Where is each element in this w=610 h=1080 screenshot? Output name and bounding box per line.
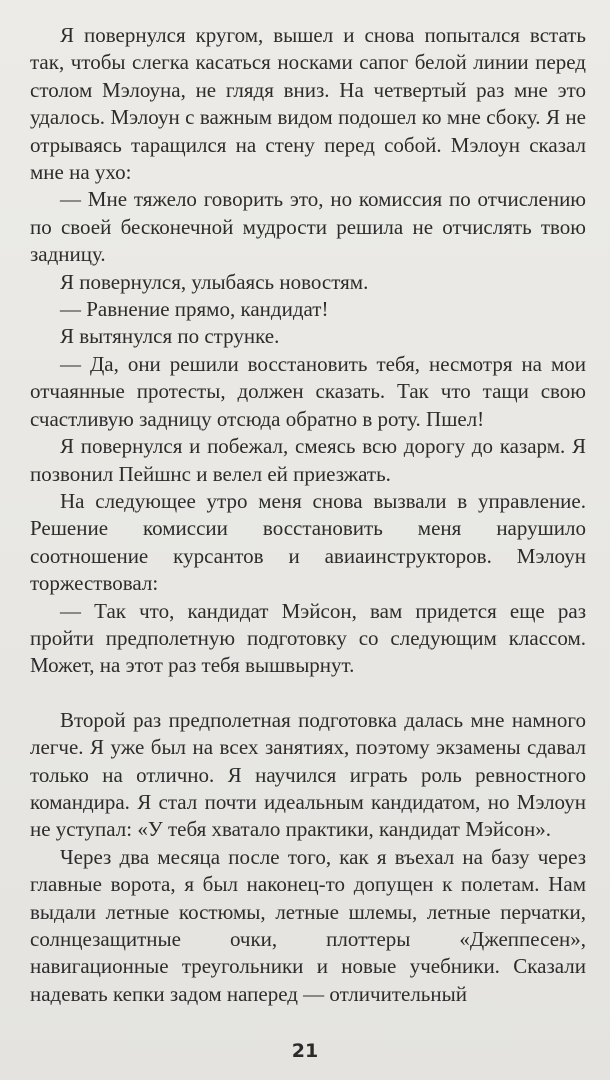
paragraph: На следующее утро меня снова вызвали в управление. Решение комиссии восстановить меня нарушило соотношение курсантов и авиаинструкторов. Мэлоун торжествовал: <box>30 488 586 596</box>
paragraph: Я повернулся, улыбаясь новостям. <box>60 269 369 294</box>
paragraph: — Да, они решили восстановить тебя, несмотря на мои отчаянные протесты, должен сказать. Так что тащи свою счастливую задницу отсюда обратно в роту. Пшел! <box>30 351 586 431</box>
body-text <box>30 22 586 1008</box>
paragraph: Я вытянулся по струнке. <box>60 324 280 349</box>
page-number: 21 <box>291 1040 319 1062</box>
paragraph: — Равнение прямо, кандидат! <box>60 297 329 322</box>
paragraph: Я повернулся кругом, вышел и снова попытался встать так, чтобы слегка касаться носками сапог белой линии перед столом Мэлоуна, не глядя вниз. На четвертый раз мне это удалось. Мэлоун с важным видом подошел ко мне сбоку. Я не отрываясь таращился на стену перед собой. Мэлоун сказал мне на ухо: <box>30 23 586 185</box>
paragraph: Через два месяца после того, как я въехал на базу через главные ворота, я был наконец-то допущен к полетам. Нам выдали летные костюмы, летные шлемы, летные перчатки, солнцезащитные очки, плоттеры «Джеппесен», навигационные треугольники и новые учебники. Сказали надевать кепки задом наперед — отличительный <box>30 844 586 1006</box>
paragraph: — Мне тяжело говорить это, но комиссия по отчислению по своей бесконечной мудрости решила не отчислять твою задницу. <box>30 187 586 267</box>
section-break <box>30 680 586 707</box>
paragraph: — Так что, кандидат Мэйсон, вам придется еще раз пройти предполетную подготовку со следующим классом. Может, на этот раз тебя вышвырнут. <box>30 598 586 678</box>
paragraph: Второй раз предполетная подготовка далась мне намного легче. Я уже был на всех занятиях, поэтому экзамены сдавал только на отлично. Я научился играть роль ревностного командира. Я стал почти идеальным кандидатом, но Мэлоун не уступал: «У тебя хватало практики, кандидат Мэйсон». <box>30 707 586 842</box>
paragraph: Я повернулся и побежал, смеясь всю дорогу до казарм. Я позвонил Пейшнс и велел ей приезжать. <box>30 434 586 486</box>
